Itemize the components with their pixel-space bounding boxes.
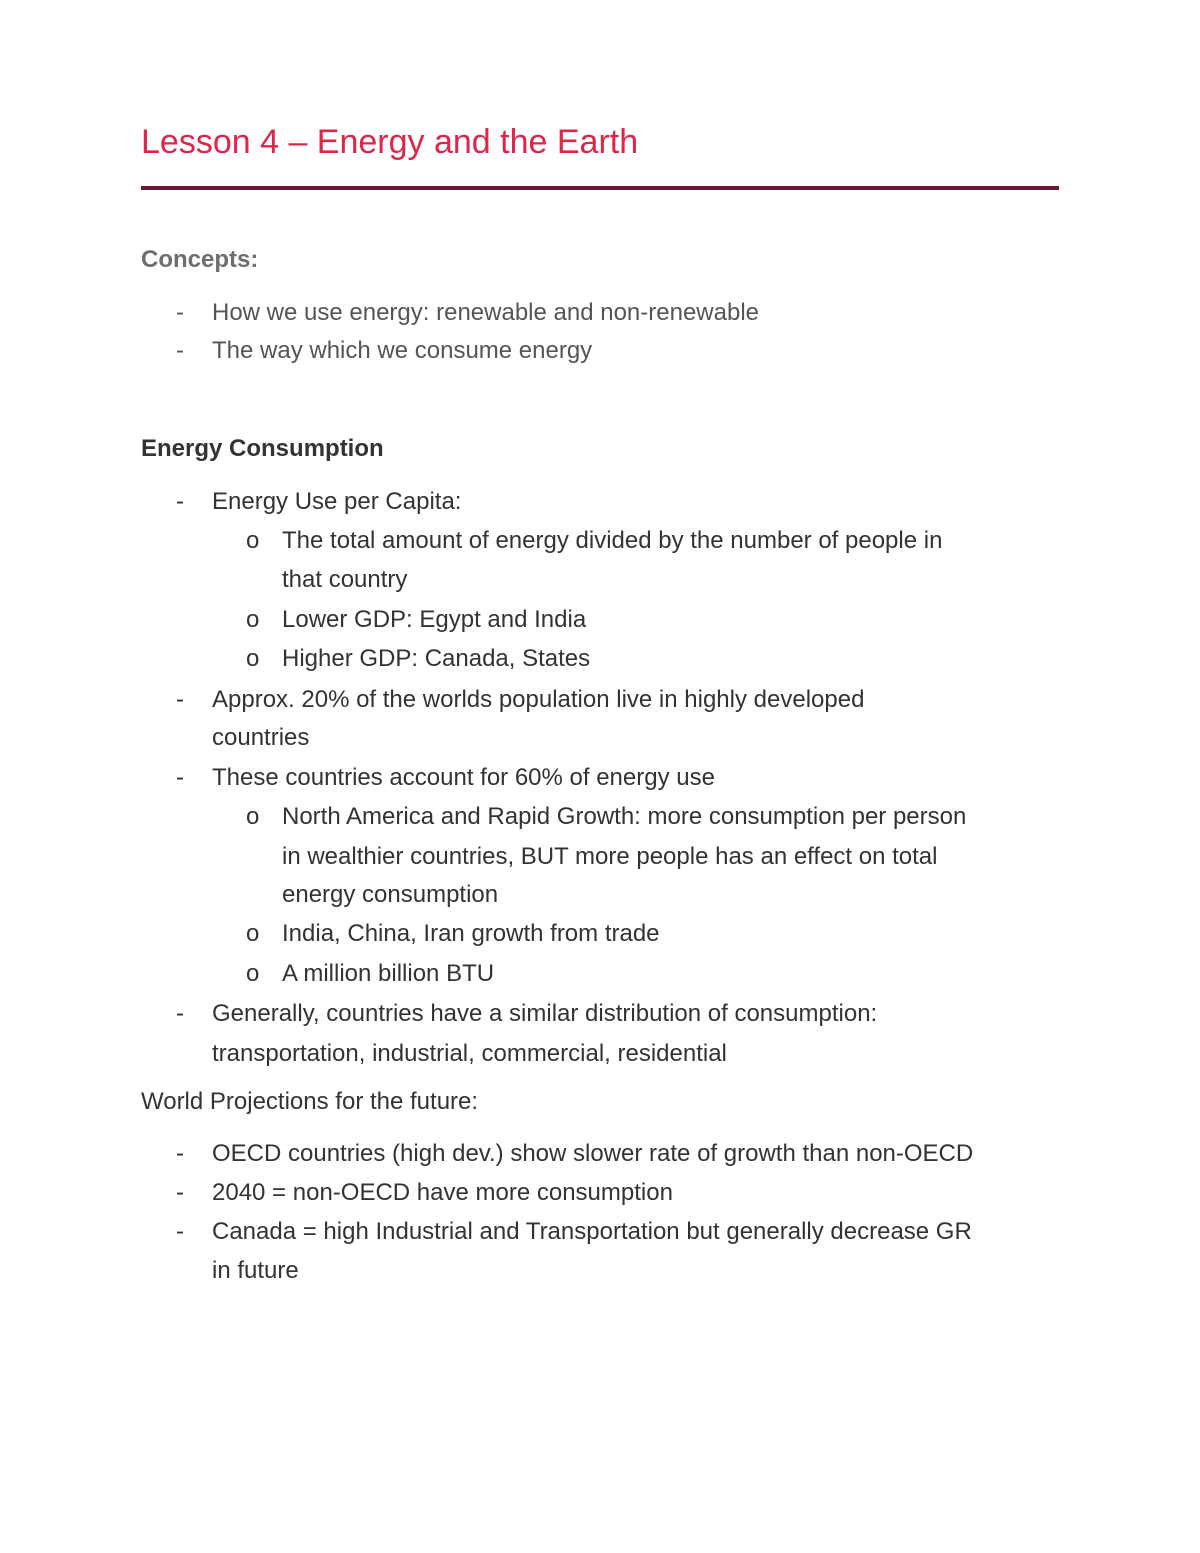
list-item-continued: countries: [212, 724, 310, 751]
sub-list-item-continued: energy consumption: [282, 881, 499, 908]
world-projections-heading: World Projections for the future:: [141, 1088, 479, 1115]
list-item: 2040 = non-OECD have more consumption: [212, 1179, 673, 1206]
list-dash: -: [176, 764, 184, 791]
list-item: Energy Use per Capita:: [212, 488, 462, 515]
list-item: Generally, countries have a similar distribution of consumption:: [212, 1000, 878, 1027]
list-item-continued: in future: [212, 1257, 299, 1284]
sub-bullet: o: [246, 803, 260, 830]
concepts-heading: Concepts:: [141, 246, 259, 273]
sub-list-item: North America and Rapid Growth: more consumption per person: [282, 803, 967, 830]
sub-bullet: o: [246, 527, 260, 554]
list-item: OECD countries (high dev.) show slower rate of growth than non-OECD: [212, 1140, 974, 1167]
list-dash: -: [176, 1218, 184, 1245]
list-item-continued: transportation, industrial, commercial, residential: [212, 1040, 727, 1067]
sub-list-item: Higher GDP: Canada, States: [282, 645, 591, 672]
title-divider: [141, 186, 1059, 190]
list-dash: -: [176, 1179, 184, 1206]
sub-bullet: o: [246, 606, 260, 633]
list-dash: -: [176, 299, 184, 326]
list-dash: -: [176, 488, 184, 515]
list-dash: -: [176, 1140, 184, 1167]
sub-bullet: o: [246, 960, 260, 987]
page-title: Lesson 4 – Energy and the Earth: [141, 123, 639, 161]
list-dash: -: [176, 337, 184, 364]
list-item: Approx. 20% of the worlds population live in highly developed: [212, 686, 865, 713]
concept-item: How we use energy: renewable and non-renewable: [212, 299, 760, 326]
list-dash: -: [176, 686, 184, 713]
sub-list-item-continued: that country: [282, 566, 408, 593]
list-item: Canada = high Industrial and Transportation but generally decrease GR: [212, 1218, 972, 1245]
sub-bullet: o: [246, 645, 260, 672]
list-item: These countries account for 60% of energy use: [212, 764, 715, 791]
energy-consumption-heading: Energy Consumption: [141, 435, 384, 462]
list-dash: -: [176, 1000, 184, 1027]
sub-list-item: India, China, Iran growth from trade: [282, 920, 660, 947]
sub-bullet: o: [246, 920, 260, 947]
sub-list-item: Lower GDP: Egypt and India: [282, 606, 587, 633]
sub-list-item: The total amount of energy divided by the number of people in: [282, 527, 943, 554]
sub-list-item: A million billion BTU: [282, 960, 495, 987]
sub-list-item-continued: in wealthier countries, BUT more people has an effect on total: [282, 843, 938, 870]
concept-item: The way which we consume energy: [212, 337, 593, 364]
